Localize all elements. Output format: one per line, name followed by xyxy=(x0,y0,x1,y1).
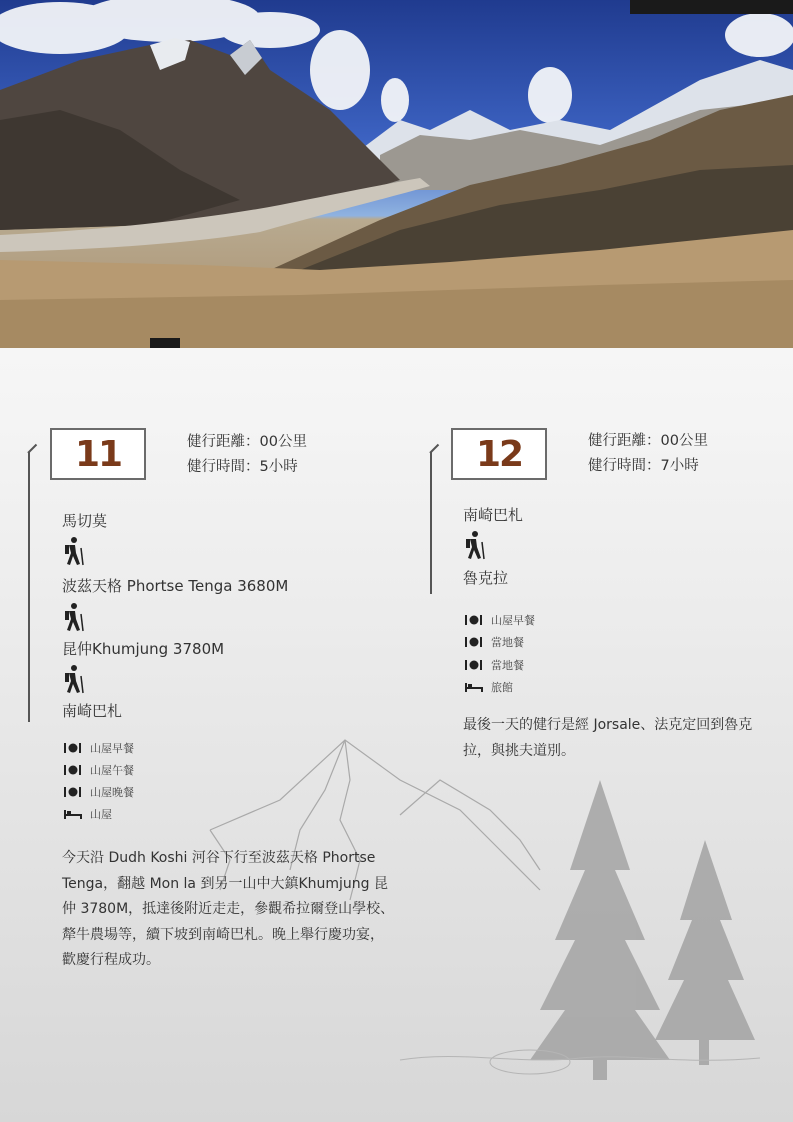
day11-bracket-line xyxy=(28,452,30,722)
day11-lodging xyxy=(64,806,112,822)
hiker-icon xyxy=(62,536,84,566)
day12-description xyxy=(463,713,752,764)
day12-lodging xyxy=(465,679,513,695)
day12-meal-2-label: 當地餐 xyxy=(491,636,524,649)
bed-icon xyxy=(64,808,82,820)
meal-icon xyxy=(64,786,82,798)
meal-icon xyxy=(64,742,82,754)
day12-distance: 健行距離：00公里 xyxy=(588,433,708,449)
day12-bracket-corner xyxy=(429,444,439,454)
meal-icon xyxy=(465,659,483,671)
day11-bracket-corner xyxy=(27,444,37,454)
day11-route-stop-2: 波茲天格 Phortse Tenga 3680M xyxy=(62,577,289,595)
meal-icon xyxy=(465,636,483,648)
day11-distance: 健行距離：00公里 xyxy=(187,434,307,450)
day11-number-box xyxy=(50,428,146,480)
day12-bracket-line xyxy=(430,452,432,594)
day11-description-line: 今天沿 Dudh Koshi 河谷下行至波茲天格 Phortse xyxy=(62,850,376,866)
hiker-icon xyxy=(62,664,84,694)
day11-description-line: 歡慶行程成功。 xyxy=(62,952,160,968)
meal-icon xyxy=(64,764,82,776)
day11-description-line: 仲 3780M，抵達後附近走走，參觀希拉爾登山學校、 xyxy=(62,901,395,917)
day11-meta xyxy=(187,430,307,480)
day11-meal-3-label: 山屋晚餐 xyxy=(90,786,134,799)
bed-icon xyxy=(465,681,483,693)
day11-meal-1 xyxy=(64,740,134,756)
day11-meal-2 xyxy=(64,762,134,778)
day12-meal-1 xyxy=(465,612,535,628)
day12-number: 12 xyxy=(475,433,523,475)
day11-route-stop-3: 昆仲Khumjung 3780M xyxy=(62,640,225,658)
day11-meal-2-label: 山屋午餐 xyxy=(90,764,134,777)
day11-route-stop-1: 馬切莫 xyxy=(62,512,108,530)
day12-meal-3 xyxy=(465,657,524,673)
day11-route-stop-4: 南崎巴札 xyxy=(62,702,123,720)
day12-meta xyxy=(588,429,708,479)
day11-description-line: Tenga，翻越 Mon la 到另一山中大鎮Khumjung 昆 xyxy=(62,875,388,892)
day12-meal-2 xyxy=(465,634,524,650)
day12-description-line: 拉，與挑夫道別。 xyxy=(463,742,575,759)
day11-time: 健行時間：5小時 xyxy=(187,459,298,475)
day12-route-stop-1: 南崎巴札 xyxy=(463,506,524,524)
day11-number: 11 xyxy=(74,433,122,475)
day11-description-line: 犛牛農場等，續下坡到南崎巴札。晚上舉行慶功宴， xyxy=(62,926,384,943)
meal-icon xyxy=(465,614,483,626)
day11-meal-1-label: 山屋早餐 xyxy=(90,742,134,755)
day12-number-box xyxy=(451,428,547,480)
hiker-icon xyxy=(62,602,84,632)
day12-description-line: 最後一天的健行是經 Jorsale、法克定回到魯克 xyxy=(463,717,753,733)
day12-time: 健行時間：7小時 xyxy=(588,458,699,474)
day12-meal-1-label: 山屋早餐 xyxy=(491,614,535,627)
day11-description xyxy=(62,846,394,974)
hero-mountain-photo xyxy=(0,0,793,348)
day12-meal-3-label: 當地餐 xyxy=(491,659,524,672)
day12-route-stop-2: 魯克拉 xyxy=(463,569,509,587)
day12-lodging-label: 旅館 xyxy=(491,681,513,694)
day11-lodging-label: 山屋 xyxy=(90,808,112,821)
hiker-icon xyxy=(463,530,485,560)
day11-meal-3 xyxy=(64,784,134,800)
